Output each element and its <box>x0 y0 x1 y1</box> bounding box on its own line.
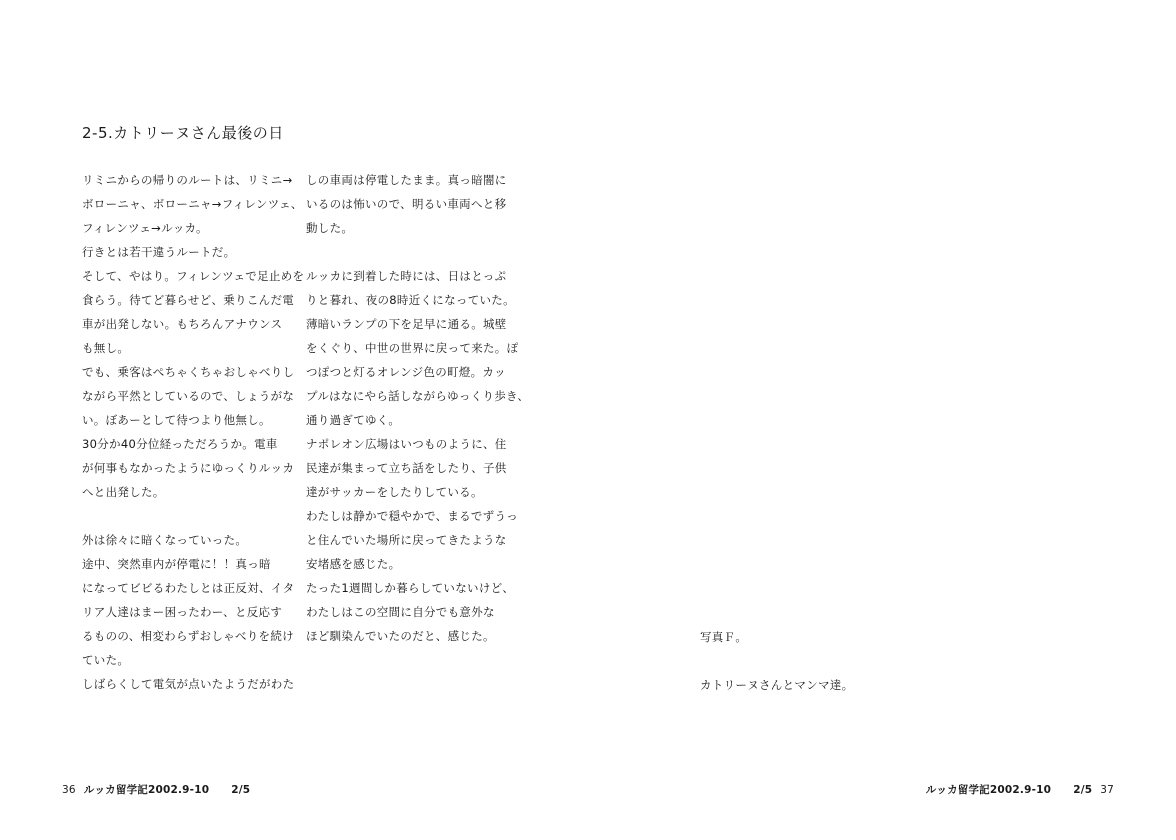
right-text-column <box>306 171 530 651</box>
book-title-right: ルッカ留学記2002.9-10 <box>925 784 1052 796</box>
book-title-left: ルッカ留学記2002.9-10 <box>83 784 210 796</box>
footer-right <box>926 782 1114 797</box>
text-line: が何事もなかったようにゆっくりルッカ <box>82 461 295 475</box>
text-line <box>306 243 518 267</box>
text-line: 行きとは若干違うルートだ。 <box>82 245 236 259</box>
text-line: しの車両は停電したまま。真っ暗闇に <box>306 173 507 187</box>
footer-left <box>62 782 250 797</box>
text-line: でも、乗客はぺちゃくちゃおしゃべりし <box>82 365 295 379</box>
text-line: ボローニャ、ボローニャ→フィレンツェ、 <box>82 197 303 211</box>
text-line: いるのは怖いので、明るい車両へと移 <box>306 197 507 211</box>
text-line: 通り過ぎてゆく。 <box>306 413 401 427</box>
caption-spacer <box>700 652 853 676</box>
text-line: 達がサッカーをしたりしている。 <box>306 485 483 499</box>
text-line: るものの、相変わらずおしゃべりを続け <box>82 629 294 643</box>
photo-caption <box>700 628 853 700</box>
text-line: 車が出発しない。もちろんアナウンス <box>82 317 283 331</box>
section-right: 2/5 <box>1073 784 1093 796</box>
text-line: しばらくして電気が点いたようだがわた <box>82 677 295 691</box>
text-line: 30分か40分位経っただろうか。電車 <box>82 437 278 451</box>
text-line: 外は徐々に暗くなっていった。 <box>82 533 248 547</box>
text-line: 途中、突然車内が停電に！！真っ暗 <box>82 557 271 571</box>
text-line: と住んでいた場所に戻ってきたような <box>306 533 507 547</box>
text-line: わたしはこの空間に自分でも意外な <box>306 605 495 619</box>
caption-text: カトリーヌさんとマンマ達。 <box>700 678 854 692</box>
text-line: 民達が集まって立ち話をしたり、子供 <box>306 461 507 475</box>
text-line: リア人達はまー困ったわー、と反応す <box>82 605 283 619</box>
text-line: プルはなにやら話しながらゆっくり歩き、 <box>306 389 530 403</box>
text-line: 食らう。待てど暮らせど、乗りこんだ電 <box>82 293 295 307</box>
text-line: ほど馴染んでいたのだと、感じた。 <box>306 629 495 643</box>
text-line: になってビビるわたしとは正反対、イタ <box>82 581 295 595</box>
text-line: たった1週間しか暮らしていないけど、 <box>306 581 515 595</box>
caption-label: 写真Ｆ。 <box>700 630 748 644</box>
text-line: ナポレオン広場はいつものように、住 <box>306 437 507 451</box>
text-line: ていた。 <box>82 653 130 667</box>
page-number-left: 36 <box>62 784 76 796</box>
text-line: 安堵感を感じた。 <box>306 557 401 571</box>
text-line: つぽつと灯るオレンジ色の町燈。カッ <box>306 365 506 379</box>
text-line: をくぐり、中世の世界に戻って来た。ぽ <box>306 341 519 355</box>
text-line: へと出発した。 <box>82 485 165 499</box>
section-left: 2/5 <box>231 784 251 796</box>
chapter-title: 2-5.カトリーヌさん最後の日 <box>82 124 284 142</box>
text-line: 薄暗いランプの下を足早に通る。城壁 <box>306 317 507 331</box>
text-line: わたしは静かで穏やかで、まるでずうっ <box>306 509 519 523</box>
text-line: リミニからの帰りのルートは、リミニ→ <box>82 173 293 187</box>
text-line: フィレンツェ→ルッカ。 <box>82 221 208 235</box>
text-line: ながら平然としているので、しょうがな <box>82 389 295 403</box>
text-line: も無し。 <box>82 341 130 355</box>
text-line: い。ぼあーとして待つより他無し。 <box>82 413 271 427</box>
text-line: りと暮れ、夜の8時近くになっていた。 <box>306 293 515 307</box>
left-text-column <box>82 171 305 699</box>
text-line: 動した。 <box>306 221 354 235</box>
text-line: そして、やはり。フィレンツェで足止めを <box>82 269 305 283</box>
page-number-right: 37 <box>1100 784 1114 796</box>
text-line <box>82 507 294 531</box>
text-line: ルッカに到着した時には、日はとっぷ <box>306 269 507 283</box>
